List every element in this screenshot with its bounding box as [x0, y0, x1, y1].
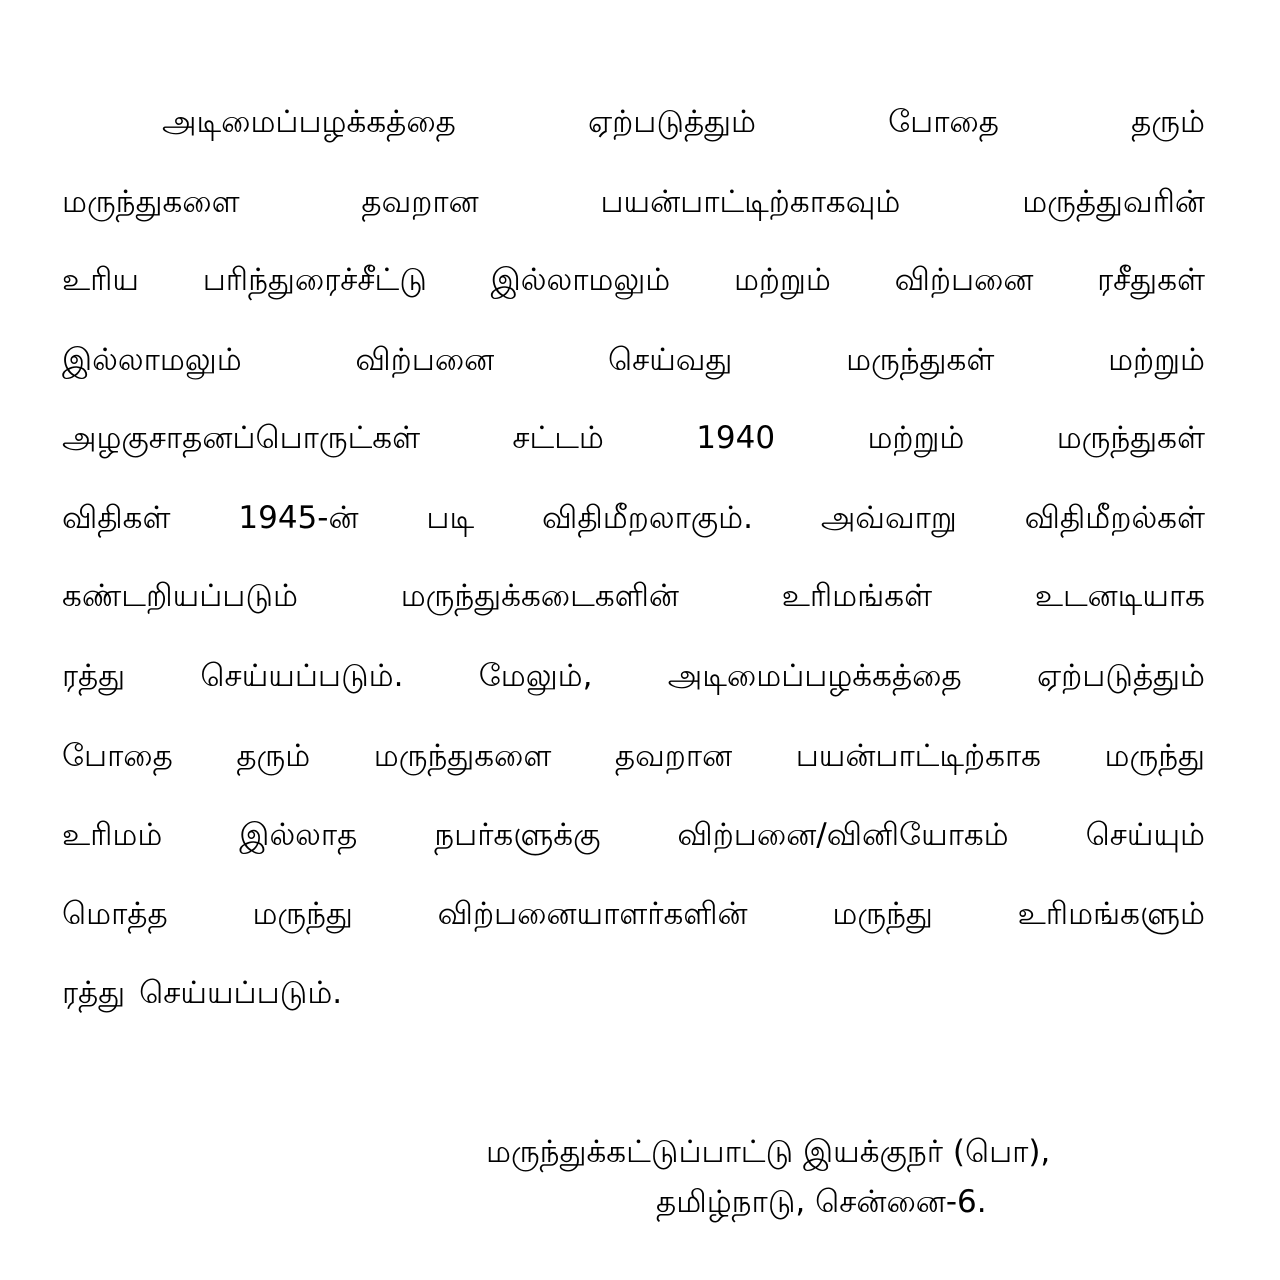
body-word: ரசீதுகள் [1097, 262, 1205, 298]
body-word: விற்பனை [894, 262, 1034, 298]
body-line [62, 963, 1205, 1023]
body-line [62, 172, 1205, 232]
body-line [62, 330, 1205, 390]
body-word: இல்லாமலும் [490, 262, 671, 298]
signature-location: தமிழ்நாடு, சென்னை-6. [656, 1184, 987, 1220]
body-word: போதை [888, 104, 999, 140]
body-word: மேலும், [478, 658, 593, 694]
body-word: மற்றும் [867, 420, 965, 456]
body-word: மருந்து [832, 896, 933, 932]
signature-designation: மருந்துக்கட்டுப்பாட்டு இயக்குநர் (பொ), [486, 1134, 1051, 1170]
body-word: மருந்துகளை [62, 184, 240, 220]
body-word: கண்டறியப்படும் [62, 578, 298, 614]
body-word: ஏற்படுத்தும் [588, 104, 757, 140]
body-word: செய்யும் [1085, 817, 1205, 853]
body-word: அவ்வாறு [820, 500, 957, 536]
body-line [62, 884, 1205, 944]
body-word: மொத்த [62, 896, 168, 932]
body-word: உரிமங்கள் [781, 578, 933, 614]
body-line [62, 805, 1205, 865]
body-word: மருந்துகள் [1056, 420, 1205, 456]
body-word: தரும் [236, 738, 311, 774]
body-word: மருந்துகளை [373, 738, 552, 774]
body-word: சட்டம் [512, 420, 604, 456]
body-word: மற்றும் [1108, 342, 1205, 378]
body-word: செய்யப்படும். [200, 658, 404, 694]
body-word: தவறான [614, 738, 733, 774]
body-word: உரிய [62, 262, 140, 298]
body-line [62, 488, 1205, 548]
body-line [62, 566, 1205, 626]
body-word: 1945-ன் [238, 500, 359, 536]
body-word: இல்லாத [239, 817, 358, 853]
body-word: மருந்துக்கடைகளின் [400, 578, 679, 614]
body-line [62, 408, 1205, 468]
body-word: ரத்து [62, 658, 126, 694]
body-word: தரும் [1131, 104, 1205, 140]
body-word: நபர்களுக்கு [434, 817, 601, 853]
body-word: மருந்துகள் [846, 342, 995, 378]
body-line [62, 646, 1205, 706]
body-word: உடனடியாக [1034, 578, 1205, 614]
body-word: விதிமீறலாகும். [542, 500, 753, 536]
body-line [162, 92, 1205, 152]
body-word: தவறான [361, 184, 479, 220]
body-word: 1940 [696, 420, 776, 456]
body-word: விதிகள் [62, 500, 171, 536]
body-line [62, 726, 1205, 786]
body-word: மற்றும் [733, 262, 831, 298]
body-word: விதிமீறல்கள் [1024, 500, 1205, 536]
body-word: பயன்பாட்டிற்காக [795, 738, 1041, 774]
body-word: விற்பனை [355, 342, 495, 378]
body-word: போதை [62, 738, 173, 774]
body-word: மருத்துவரின் [1022, 184, 1205, 220]
body-word: அழகுசாதனப்பொருட்கள் [62, 420, 421, 456]
body-word: பரிந்துரைச்சீட்டு [202, 262, 427, 298]
body-word: விற்பனையாளர்களின் [437, 896, 748, 932]
body-line [62, 250, 1205, 310]
body-word: செய்யப்படும். [139, 975, 343, 1011]
body-word: மருந்து [1104, 738, 1205, 774]
body-word: இல்லாமலும் [62, 342, 242, 378]
body-word: உரிமம் [62, 817, 163, 853]
body-word: அடிமைப்பழக்கத்தை [162, 104, 456, 140]
body-word: பயன்பாட்டிற்காகவும் [600, 184, 901, 220]
body-word: அடிமைப்பழக்கத்தை [667, 658, 962, 694]
body-word: உரிமங்களும் [1017, 896, 1205, 932]
body-word: படி [426, 500, 475, 536]
body-word: மருந்து [252, 896, 353, 932]
body-word: விற்பனை/வினியோகம் [677, 817, 1009, 853]
body-word: ஏற்படுத்தும் [1036, 658, 1205, 694]
body-word: ரத்து [62, 975, 126, 1011]
body-word: செய்வது [607, 342, 733, 378]
